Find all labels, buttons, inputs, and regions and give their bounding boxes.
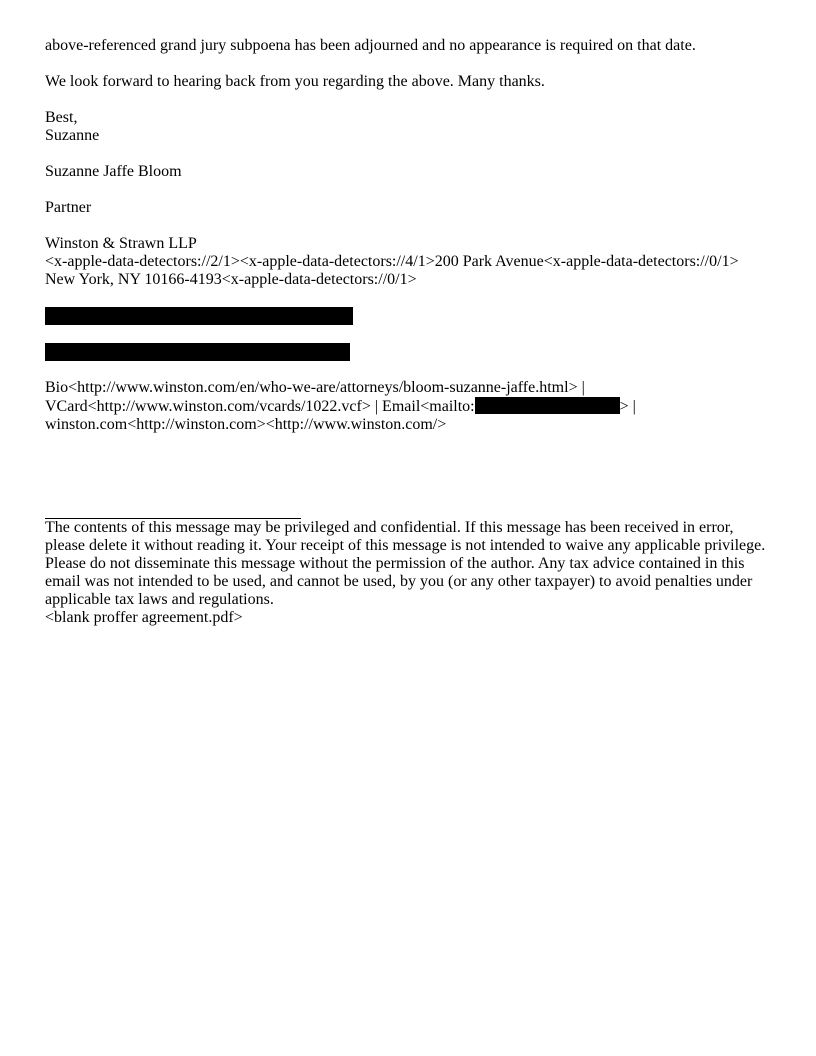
signature-firm: Winston & Strawn LLP — [45, 235, 197, 252]
continuation-text: above-referenced grand jury subpoena has been adjourned and no appearance is required on that date. — [45, 37, 696, 54]
redaction-email — [475, 397, 620, 414]
redaction-bar-fax — [45, 343, 350, 361]
attachment-name: <blank proffer agreement.pdf> — [45, 609, 243, 626]
signature-name: Suzanne Jaffe Bloom — [45, 163, 182, 180]
signature-links-line3: winston.com<http://winston.com><http://www.winston.com/> — [45, 416, 447, 433]
signature-title: Partner — [45, 199, 92, 216]
disclaimer-line4: email was not intended to be used, and cannot be used, by you (or any other taxpayer) to avoid penalties under — [45, 573, 753, 590]
email-body — [45, 37, 785, 627]
disclaimer-line2: please delete it without reading it. Your receipt of this message is not intended to waive any applicable privilege. — [45, 537, 766, 554]
signoff-name: Suzanne — [45, 127, 100, 144]
email-link-suffix: > | — [619, 398, 636, 415]
closing-text: We look forward to hearing back from you regarding the above. Many thanks. — [45, 73, 545, 90]
vcard-email-link-text: VCard<http://www.winston.com/vcards/1022.vcf> | Email<mailto: — [45, 398, 475, 415]
signoff: Best, — [45, 109, 78, 126]
disclaimer-line3: Please do not disseminate this message without the permission of the author. Any tax advice contained in this — [45, 555, 745, 572]
disclaimer-line5: applicable tax laws and regulations. — [45, 591, 274, 608]
disclaimer-line1: The contents of this message may be privileged and confidential. If this message has been received in error, — [45, 519, 734, 536]
signature-address-line2: New York, NY 10166-4193<x-apple-data-detectors://0/1> — [45, 271, 417, 288]
signature-links-line2 — [45, 397, 785, 416]
signature-links-line1: Bio<http://www.winston.com/en/who-we-are/attorneys/bloom-suzanne-jaffe.html> | — [45, 379, 585, 396]
redaction-bar-phone — [45, 307, 353, 325]
signature-address-line1: <x-apple-data-detectors://2/1><x-apple-data-detectors://4/1>200 Park Avenue<x-apple-data-detectors://0/1> — [45, 253, 739, 270]
